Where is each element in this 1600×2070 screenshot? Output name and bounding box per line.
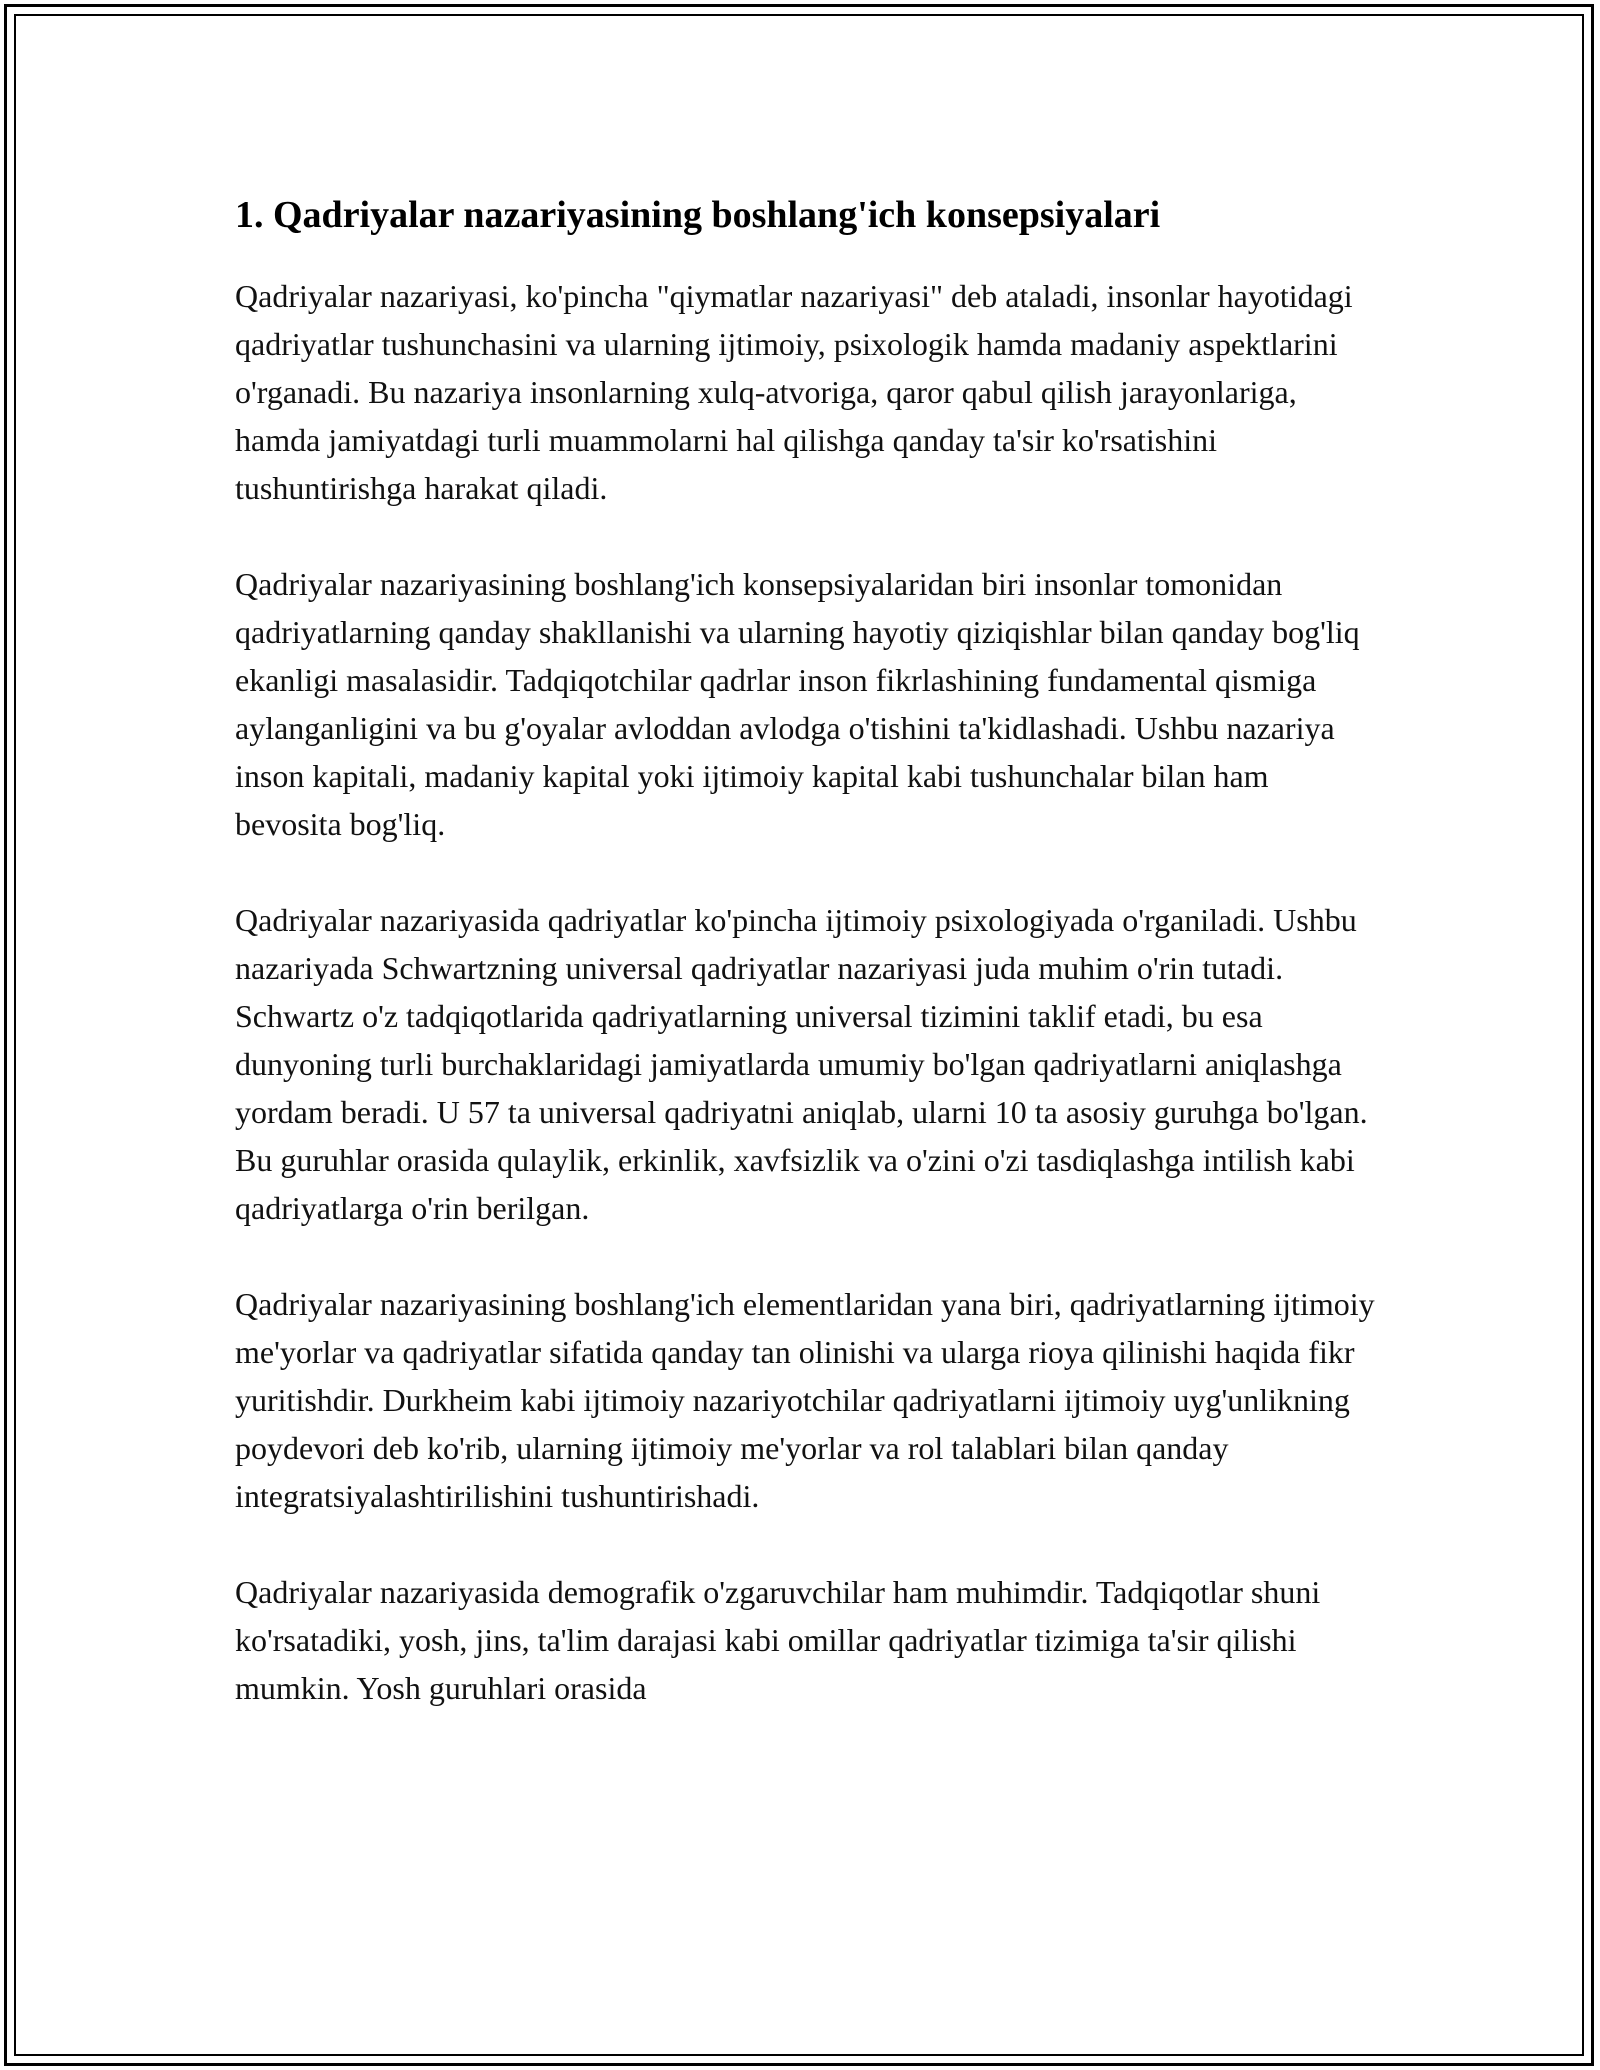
document-body — [235, 190, 1375, 1760]
paragraph-3: Qadriyalar nazariyasida qadriyatlar ko'pincha ijtimoiy psixologiyada o'rganiladi. Ushbu nazariyada Schwartzning universal qadriyatlar nazariyasi juda muhim o'rin tutadi. Schwartz o'z tadqiqotlarida qadriyatlarning universal tizimini taklif etadi, bu esa dunyoning turli burchaklaridagi jamiyatlarda umumiy bo'lgan qadriyatlarni aniqlashga yordam beradi. U 57 ta universal qadriyatni aniqlab, ularni 10 ta asosiy guruhga bo'lgan. Bu guruhlar orasida qulaylik, erkinlik, xavfsizlik va o'zini o'zi tasdiqlashga intilish kabi qadriyatlarga o'rin berilgan. — [235, 902, 1368, 1226]
paragraph-5: Qadriyalar nazariyasida demografik o'zgaruvchilar ham muhimdir. Tadqiqotlar shuni ko'rsatadiki, yosh, jins, ta'lim darajasi kabi omillar qadriyatlar tizimiga ta'sir qilishi mumkin. Yosh guruhlari orasida — [235, 1574, 1321, 1706]
section-heading: 1. Qadriyalar nazariyasining boshlang'ich konsepsiyalari — [235, 194, 1161, 236]
paragraph-2: Qadriyalar nazariyasining boshlang'ich konsepsiyalaridan biri insonlar tomonidan qadriyatlarning qanday shakllanishi va ularning hayotiy qiziqishlar bilan qanday bog'liq ekanligi masalasidir. Tadqiqotchilar qadrlar inson fikrlashining fundamental qismiga aylanganligini va bu g'oyalar avloddan avlodga o'tishini ta'kidlashadi. Ushbu nazariya inson kapitali, madaniy kapital yoki ijtimoiy kapital kabi tushunchalar bilan ham bevosita bog'liq. — [235, 566, 1360, 842]
paragraph-4: Qadriyalar nazariyasining boshlang'ich elementlaridan yana biri, qadriyatlarning ijtimoiy me'yorlar va qadriyatlar sifatida qanday tan olinishi va ularga rioya qilinishi haqida fikr yuritishdir. Durkheim kabi ijtimoiy nazariyotchilar qadriyatlarni ijtimoiy uyg'unlikning poydevori deb ko'rib, ularning ijtimoiy me'yorlar va rol talablari bilan qanday integratsiyalashtirilishini tushuntirishadi. — [235, 1286, 1375, 1514]
paragraph-1: Qadriyalar nazariyasi, ko'pincha "qiymatlar nazariyasi" deb ataladi, insonlar hayotidagi qadriyatlar tushunchasini va ularning ijtimoiy, psixologik hamda madaniy aspektlarini o'rganadi. Bu nazariya insonlarning xulq-atvoriga, qaror qabul qilish jarayonlariga, hamda jamiyatdagi turli muammolarni hal qilishga qanday ta'sir ko'rsatishini tushuntirishga harakat qiladi. — [235, 278, 1353, 506]
